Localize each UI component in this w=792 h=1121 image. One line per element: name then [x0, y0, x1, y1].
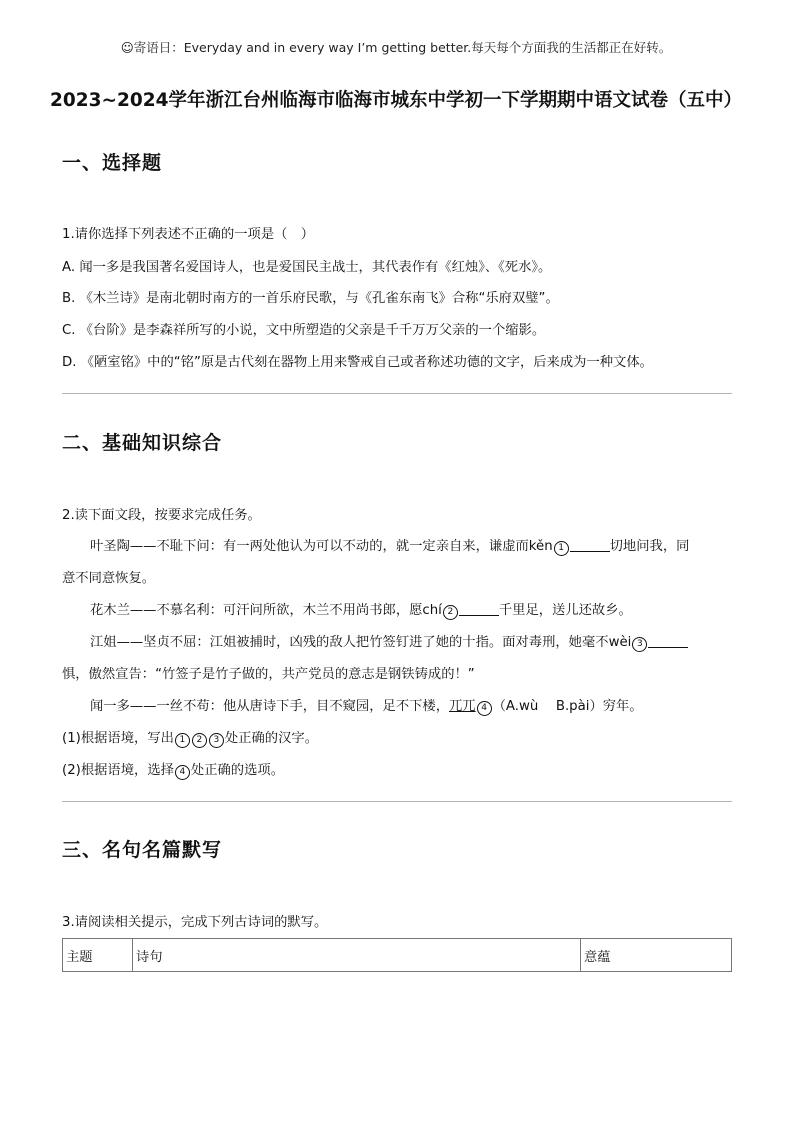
blank-2[interactable] — [459, 601, 499, 616]
q2-paragraph-3-cont: 惧，傲然宣告：“竹签子是竹子做的，共产党员的意志是钢铁铸成的！” — [62, 667, 475, 682]
poem-table — [62, 938, 732, 972]
q2-paragraph-3: 江姐——坚贞不屈：江姐被捕时，凶残的敌人把竹签钉进了她的十指。面对毒刑，她毫不wèi 3 — [90, 633, 722, 653]
mark-3: 3 — [632, 637, 647, 652]
header-meaning: 意蕴 — [581, 939, 732, 972]
q2-stem: 2.读下面文段，按要求完成任务。 — [62, 508, 261, 523]
table-header-row — [63, 939, 732, 972]
divider — [62, 393, 732, 394]
header-theme: 主题 — [63, 939, 133, 972]
blank-1[interactable] — [570, 537, 610, 552]
q2-subquestion-1: (1)根据语境，写出 1 2 3 处正确的汉字。 — [62, 731, 318, 746]
section-heading-choice: 一、选择题 — [62, 152, 163, 174]
mark-2: 2 — [443, 605, 458, 620]
mark-1: 1 — [554, 541, 569, 556]
q2-paragraph-2: 花木兰——不慕名利：可汗问所欲，木兰不用尚书郎，愿chí 2 千里足，送儿还故乡。 — [90, 603, 632, 618]
section-heading-recitation: 三、名句名篇默写 — [62, 839, 223, 861]
q1-stem: 1.请你选择下列表述不正确的一项是（ ） — [62, 227, 315, 242]
page-title: 2023~2024学年浙江台州临海市临海市城东中学初一下学期期中语文试卷（五中） — [50, 90, 742, 111]
mark-4: 4 — [477, 701, 492, 716]
q2-paragraph-1: 叶圣陶——不耻下问：有一两处他认为可以不动的，就一定亲自来，谦虚而kěn 1 切地问我，同 — [90, 539, 690, 554]
section-heading-basics: 二、基础知识综合 — [62, 432, 223, 454]
blank-3[interactable] — [648, 633, 688, 648]
motto-line: ☺寄语日：Everyday and in every way I’m getting better.每天每个方面我的生活都正在好转。 — [120, 40, 672, 55]
q1-option-d[interactable]: D. 《陋室铭》中的“铭”原是古代刻在器物上用来警戒自己或者称述功德的文字，后来成为一种文体。 — [62, 355, 653, 370]
divider — [62, 801, 732, 802]
q1-option-c[interactable]: C. 《台阶》是李森祥所写的小说，文中所塑造的父亲是千千万万父亲的一个缩影。 — [62, 323, 546, 338]
q2-subquestion-2: (2)根据语境，选择 4 处正确的选项。 — [62, 763, 284, 778]
q2-paragraph-4: 闻一多——一丝不苟：他从唐诗下手，目不窥园，足不下楼，兀兀 4 （A.wù B.pài）穷年。 — [90, 699, 643, 714]
q1-option-a[interactable]: A. 闻一多是我国著名爱国诗人，也是爱国民主战士，其代表作有《红烛》、《死水》。 — [62, 260, 552, 275]
q3-stem: 3.请阅读相关提示，完成下列古诗词的默写。 — [62, 915, 328, 930]
header-verse: 诗句 — [133, 939, 581, 972]
q1-option-b[interactable]: B. 《木兰诗》是南北朝时南方的一首乐府民歌，与《孔雀东南飞》合称“乐府双璧”。 — [62, 291, 559, 306]
underlined-word: 兀兀 — [449, 699, 476, 714]
q2-paragraph-1-cont: 意不同意恢复。 — [62, 571, 156, 586]
